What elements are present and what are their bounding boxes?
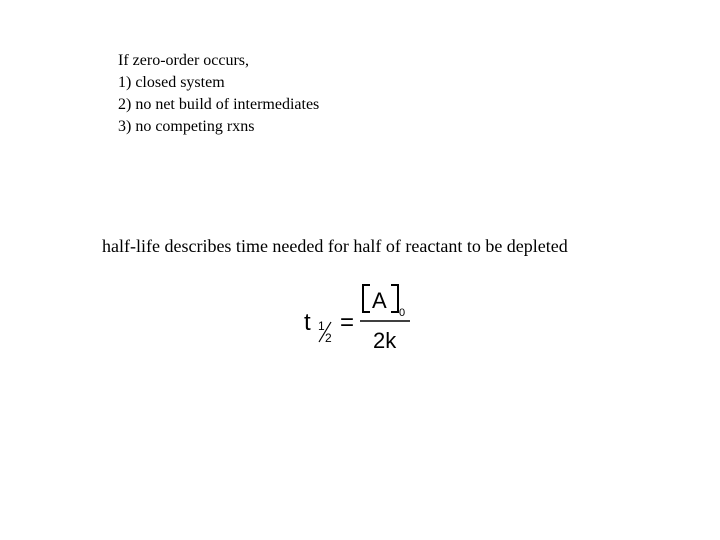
formula-right-bracket [391, 285, 398, 312]
formula-t: t [304, 309, 311, 336]
condition-item: 2) no net build of intermediates [118, 96, 320, 113]
formula-denominator: 2k [373, 328, 397, 350]
condition-item: 1) closed system [118, 74, 225, 91]
condition-item: 3) no competing rxns [118, 118, 255, 135]
formula-subscript-denominator: 2 [325, 331, 332, 345]
formula-left-bracket [363, 285, 370, 312]
formula-subscript-zero: 0 [399, 307, 406, 319]
conditions-heading: If zero-order occurs, [118, 52, 250, 69]
formula-graphic [298, 280, 428, 350]
formula-species: A [372, 288, 387, 313]
half-life-description: half-life describes time needed for half of reactant to be depleted [102, 236, 568, 256]
formula-equals: = [340, 309, 355, 336]
zero-order-conditions [118, 50, 319, 138]
formula-subscript-numerator: 1 [318, 319, 325, 333]
half-life-formula [298, 280, 428, 350]
